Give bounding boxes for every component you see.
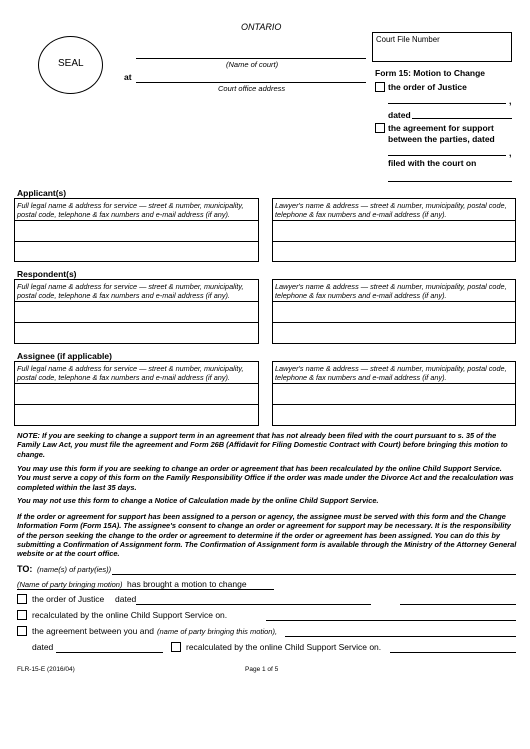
filed-label: filed with the court on	[388, 158, 477, 168]
agreement-checkbox[interactable]	[375, 123, 385, 133]
note-filing-agreement: NOTE: If you are seeking to change a support term in an agreement that has not already been filed with the court pursuant to s. 35 of the Family Law Act, you must file the agreement and Form 26B (Affidavit for Filing Domestic Contract with Court) before bringing this motion to change.	[17, 431, 508, 459]
court-name-line[interactable]	[136, 58, 366, 59]
page-number: Page 1 of 5	[245, 666, 279, 673]
justice-name-line[interactable]	[388, 103, 506, 104]
applicant-party-divider-1	[14, 220, 259, 221]
applicant-party-cell-label: Full legal name & address for service — street & number, municipality, postal code, telephone & fax numbers and e-mail address (if any).	[17, 201, 244, 219]
order-dated-label: dated	[115, 594, 137, 604]
agreement-date-line[interactable]	[388, 155, 506, 156]
has-brought-text: has brought a motion to change	[127, 579, 247, 589]
recalculated-date-line[interactable]	[266, 620, 516, 621]
assignee-party-divider-2	[14, 404, 259, 405]
court-name-caption: (Name of court)	[226, 60, 279, 69]
assignee-lawyer-divider-1	[272, 383, 516, 384]
applicant-lawyer-cell-label: Lawyer's name & address — street & number, municipality, postal code, telephone & fax numbers and e-mail address (if any).	[275, 201, 507, 219]
party-bringing-this-caption: (name of party bringing this motion),	[157, 627, 278, 636]
applicant-lawyer-divider-2	[272, 241, 516, 242]
order-of-justice-to-checkbox[interactable]	[17, 594, 27, 604]
assignee-party-divider-1	[14, 383, 259, 384]
comma-1: ,	[509, 96, 512, 106]
assignee-lawyer-cell-label: Lawyer's name & address — street & number, municipality, postal code, telephone & fax numbers and e-mail address (if any).	[275, 364, 507, 382]
note-notice-of-calculation: You may not use this form to change a Notice of Calculation made by the online Child Support Service.	[17, 496, 379, 505]
applicants-heading: Applicant(s)	[17, 188, 67, 198]
recalculated-2-line[interactable]	[390, 652, 516, 653]
order-extra-line[interactable]	[400, 604, 516, 605]
respondent-lawyer-divider-1	[272, 301, 516, 302]
recalculated-2-label: recalculated by the online Child Support Service on.	[186, 642, 382, 652]
applicant-party-divider-2	[14, 241, 259, 242]
respondent-lawyer-divider-2	[272, 322, 516, 323]
seal-label: SEAL	[58, 58, 84, 69]
recalculated-label: recalculated by the online Child Support Service on.	[32, 610, 228, 620]
order-of-justice-checkbox[interactable]	[375, 82, 385, 92]
agreement-label: the agreement for support between the parties, dated	[388, 123, 495, 144]
applicant-lawyer-divider-1	[272, 220, 516, 221]
court-address-line[interactable]	[136, 82, 366, 83]
assignee-heading: Assignee (if applicable)	[17, 351, 112, 361]
province-label: ONTARIO	[241, 22, 282, 32]
dated-label: dated	[388, 110, 411, 120]
to-label: TO:	[17, 564, 33, 574]
recalculated-checkbox[interactable]	[17, 610, 27, 620]
order-of-justice-to-label: the order of Justice	[32, 594, 105, 604]
court-address-caption: Court office address	[218, 84, 286, 93]
agreement-dated-label: dated	[32, 642, 54, 652]
form-title: Form 15: Motion to Change	[375, 68, 486, 78]
respondents-heading: Respondent(s)	[17, 269, 77, 279]
agreement-dated-line[interactable]	[56, 652, 163, 653]
respondent-party-divider-1	[14, 301, 259, 302]
respondent-party-divider-2	[14, 322, 259, 323]
party-bringing-line[interactable]	[17, 589, 274, 590]
assignee-lawyer-divider-2	[272, 404, 516, 405]
recalculated-2-checkbox[interactable]	[171, 642, 181, 652]
note-assignment: If the order or agreement for support has been assigned to a person or agency, the assignee must be served with this form and the Change Information Form (Form 15A). The assignee's consent to change an order or agreement for support may be necessary. It is the responsibility of the person seeking the change to the order or agreement to determine if the order or agreement has been assigned. You can do this by submitting a Confirmation of Assignment form. The Confirmation of Assignment form is available through the Ministry of the Attorney General website or at the court office.	[17, 512, 517, 559]
comma-2: ,	[509, 148, 512, 158]
order-dated-line[interactable]	[136, 604, 371, 605]
filed-date-line[interactable]	[388, 181, 512, 182]
order-of-justice-label: the order of Justice	[388, 82, 467, 92]
agreement-between-label: the agreement between you and	[32, 626, 154, 636]
agreement-between-checkbox[interactable]	[17, 626, 27, 636]
respondent-party-cell-label: Full legal name & address for service — street & number, municipality, postal code, telephone & fax numbers and e-mail address (if any).	[17, 282, 244, 300]
parties-name-caption: (name(s) of party(ies))	[37, 565, 112, 574]
note-recalculated: You may use this form if you are seeking to change an order or agreement that has been recalculated by the online Child Support Service. You must serve a copy of this form on the Family Responsibility Office if the order was made under the Divorce Act and the recalculation was completed within the last 35 days.	[17, 464, 514, 492]
agreement-between-line[interactable]	[285, 636, 516, 637]
party-bringing-caption: (Name of party bringing motion)	[17, 580, 123, 589]
at-label: at	[124, 72, 132, 82]
to-parties-line[interactable]	[112, 574, 516, 575]
dated-line[interactable]	[412, 118, 512, 119]
court-file-number-label: Court File Number	[376, 35, 440, 44]
form-code: FLR-15-E (2016/04)	[17, 666, 75, 673]
assignee-party-cell-label: Full legal name & address for service — street & number, municipality, postal code, telephone & fax numbers and e-mail address (if any).	[17, 364, 244, 382]
respondent-lawyer-cell-label: Lawyer's name & address — street & number, municipality, postal code, telephone & fax numbers and e-mail address (if any).	[275, 282, 507, 300]
